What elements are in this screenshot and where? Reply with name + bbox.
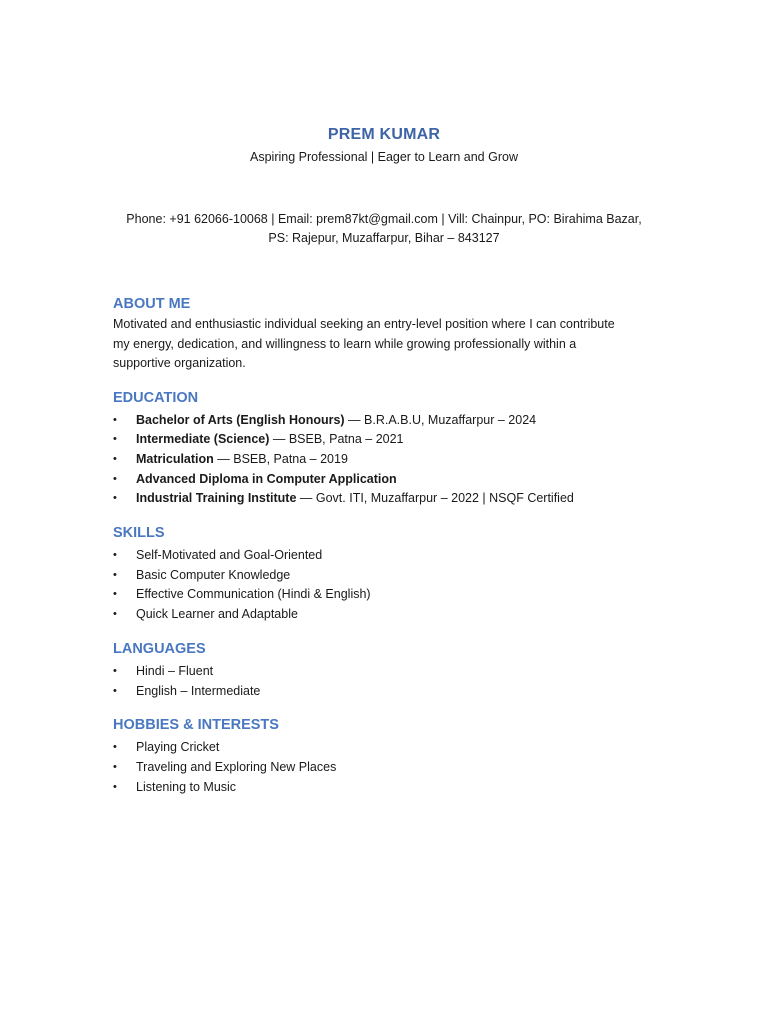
languages-list (113, 662, 655, 701)
bullet-icon: • (113, 588, 117, 601)
education-detail: — BSEB, Patna – 2021 (269, 432, 404, 447)
education-detail: — BSEB, Patna – 2019 (213, 451, 348, 466)
about-text: Motivated and enthusiastic individual seeking an entry-level position where I can contribute my energy, dedication, and willingness to learn while growing professionally within a supportive organization. (113, 317, 615, 370)
bullet-icon: • (113, 472, 117, 485)
hobby-text: Listening to Music (136, 779, 237, 794)
bullet-icon: • (113, 413, 117, 426)
bullet-icon: • (113, 741, 117, 754)
skill-item (113, 585, 655, 605)
language-item (113, 662, 655, 682)
education-list (113, 411, 655, 510)
hobby-text: Playing Cricket (136, 740, 220, 755)
education-degree: Matriculation (136, 451, 214, 466)
bullet-icon: • (113, 452, 117, 465)
education-degree: Industrial Training Institute (136, 491, 297, 506)
skill-text: Quick Learner and Adaptable (136, 607, 298, 622)
bullet-icon: • (113, 760, 117, 773)
bullet-icon: • (113, 664, 117, 677)
education-degree: Intermediate (Science) (136, 432, 270, 447)
skill-item (113, 546, 655, 566)
education-item (113, 470, 655, 490)
skill-text: Effective Communication (Hindi & English) (136, 587, 371, 602)
education-detail: — Govt. ITI, Muzaffarpur – 2022 | NSQF Certified (296, 491, 574, 506)
skills-section (113, 523, 655, 625)
candidate-name: PREM KUMAR (327, 126, 441, 143)
hobby-item (113, 738, 655, 758)
hobby-item (113, 758, 655, 778)
hobbies-section (113, 715, 655, 797)
candidate-tagline: Aspiring Professional | Eager to Learn and Grow (250, 150, 518, 164)
education-item (113, 411, 655, 431)
education-item (113, 450, 655, 470)
resume-header (113, 124, 655, 248)
education-section (113, 388, 655, 510)
language-text: English – Intermediate (136, 683, 261, 698)
education-heading: EDUCATION (113, 389, 199, 406)
bullet-icon: • (113, 492, 117, 505)
education-item (113, 489, 655, 509)
hobby-text: Traveling and Exploring New Places (136, 759, 337, 774)
languages-section (113, 639, 655, 701)
skill-text: Self-Motivated and Goal-Oriented (136, 548, 323, 563)
hobbies-list (113, 738, 655, 797)
education-item (113, 430, 655, 450)
bullet-icon: • (113, 568, 117, 581)
contact-info: Phone: +91 62066-10068 | Email: prem87kt@gmail.com | Vill: Chainpur, PO: Birahima Bazar, PS: Rajepur, Muzaffarpur, Bihar – 843127 (126, 212, 642, 245)
about-heading: ABOUT ME (113, 296, 191, 312)
bullet-icon: • (113, 549, 117, 562)
language-text: Hindi – Fluent (136, 663, 214, 678)
skill-item (113, 566, 655, 586)
skill-item (113, 605, 655, 625)
skills-heading: SKILLS (113, 525, 165, 542)
bullet-icon: • (113, 608, 117, 621)
hobbies-heading: HOBBIES & INTERESTS (113, 717, 279, 734)
bullet-icon: • (113, 780, 117, 793)
education-detail: — B.R.A.B.U, Muzaffarpur – 2024 (344, 412, 537, 427)
education-degree: Bachelor of Arts (English Honours) (136, 412, 345, 427)
language-item (113, 682, 655, 702)
education-degree: Advanced Diploma in Computer Application (136, 471, 397, 486)
about-section (113, 294, 655, 374)
hobby-item (113, 778, 655, 798)
skills-list (113, 546, 655, 625)
bullet-icon: • (113, 684, 117, 697)
skill-text: Basic Computer Knowledge (136, 567, 291, 582)
bullet-icon: • (113, 433, 117, 446)
languages-heading: LANGUAGES (113, 640, 206, 657)
